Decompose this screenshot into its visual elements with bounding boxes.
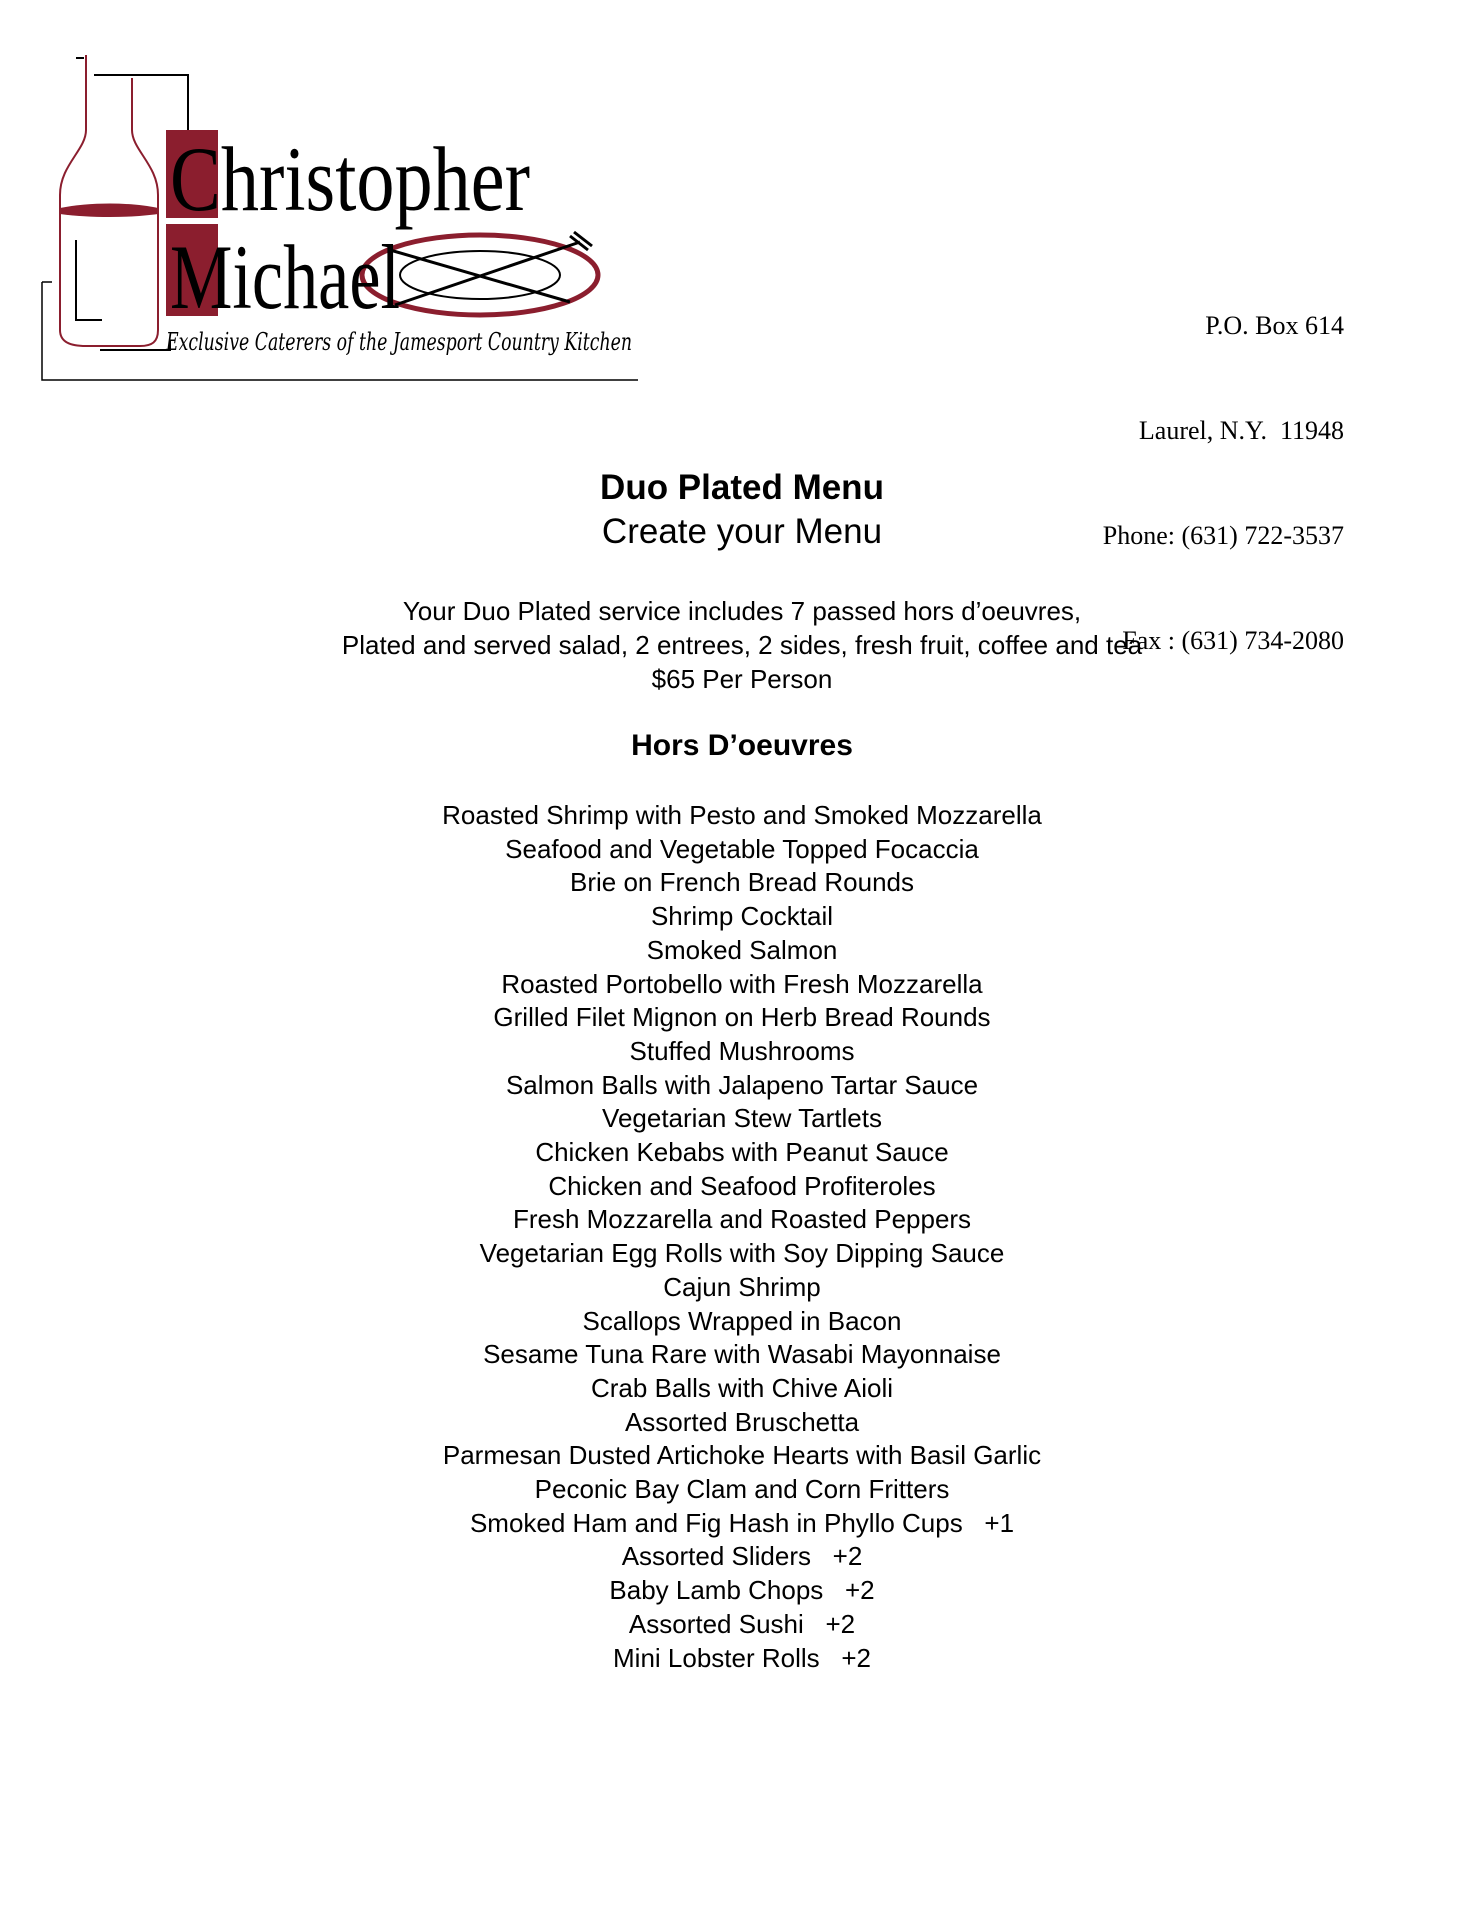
- phone-number: Phone: (631) 722-3537: [1102, 521, 1344, 550]
- hors-doeuvres-list: [0, 799, 1484, 1675]
- list-item: Assorted Sliders +2: [621, 1541, 863, 1572]
- logo-graphic: [40, 50, 640, 385]
- intro-line: Your Duo Plated service includes 7 passed hors d’oeuvres,: [402, 596, 1082, 626]
- fork-icon: [395, 232, 592, 305]
- list-item: Brie on French Bread Rounds: [570, 867, 914, 898]
- list-item: Seafood and Vegetable Topped Focaccia: [505, 833, 979, 864]
- list-item: Baby Lamb Chops +2: [609, 1575, 875, 1606]
- list-item: Stuffed Mushrooms: [629, 1035, 855, 1066]
- company-logo: [40, 50, 640, 385]
- list-item: Shrimp Cocktail: [650, 901, 834, 932]
- list-item: Vegetarian Stew Tartlets: [602, 1103, 882, 1134]
- list-item: Crab Balls with Chive Aioli: [590, 1372, 893, 1403]
- fax-number: Fax : (631) 734-2080: [1122, 626, 1344, 655]
- menu-title: Duo Plated Menu: [600, 468, 884, 507]
- section-heading: Hors D’oeuvres: [631, 729, 853, 762]
- po-box: P.O. Box 614: [1205, 311, 1344, 340]
- list-item: Smoked Ham and Fig Hash in Phyllo Cups +1: [469, 1507, 1015, 1538]
- city-address: Laurel, N.Y. 11948: [1138, 416, 1344, 445]
- menu-subtitle: Create your Menu: [601, 512, 883, 551]
- list-item: Chicken Kebabs with Peanut Sauce: [535, 1137, 949, 1168]
- price-line: $65 Per Person: [651, 664, 833, 694]
- intro-line: Plated and served salad, 2 entrees, 2 sides, fresh fruit, coffee and tea: [341, 630, 1143, 660]
- wine-fill-icon: [60, 204, 158, 218]
- list-item: Peconic Bay Clam and Corn Fritters: [534, 1474, 950, 1505]
- list-item: Mini Lobster Rolls +2: [613, 1642, 871, 1673]
- logo-name-line2: Michael: [170, 226, 400, 328]
- list-item: Chicken and Seafood Profiteroles: [548, 1170, 936, 1201]
- logo-tagline: Exclusive Caterers of the Jamesport Country Kitchen: [165, 328, 632, 356]
- list-item: Scallops Wrapped in Bacon: [582, 1305, 902, 1336]
- list-item: Vegetarian Egg Rolls with Soy Dipping Sauce: [479, 1238, 1005, 1269]
- wine-bottle-icon: [60, 55, 158, 346]
- list-item: Cajun Shrimp: [663, 1271, 821, 1302]
- list-item: Smoked Salmon: [646, 934, 838, 965]
- list-item: Sesame Tuna Rare with Wasabi Mayonnaise: [483, 1339, 1001, 1370]
- list-item: Salmon Balls with Jalapeno Tartar Sauce: [505, 1069, 979, 1100]
- list-item: Assorted Bruschetta: [624, 1406, 860, 1437]
- list-item: Grilled Filet Mignon on Herb Bread Rounds: [493, 1002, 991, 1033]
- menu-intro: [0, 594, 1484, 696]
- logo-name-line1: Christopher: [170, 128, 530, 230]
- list-item: Roasted Portobello with Fresh Mozzarella: [501, 968, 983, 999]
- list-item: Fresh Mozzarella and Roasted Peppers: [512, 1204, 972, 1235]
- logo-line-bottom: [76, 240, 170, 350]
- list-item: Roasted Shrimp with Pesto and Smoked Mozzarella: [442, 800, 1042, 830]
- list-item: Parmesan Dusted Artichoke Hearts with Basil Garlic: [442, 1440, 1042, 1471]
- list-item: Assorted Sushi +2: [628, 1608, 856, 1639]
